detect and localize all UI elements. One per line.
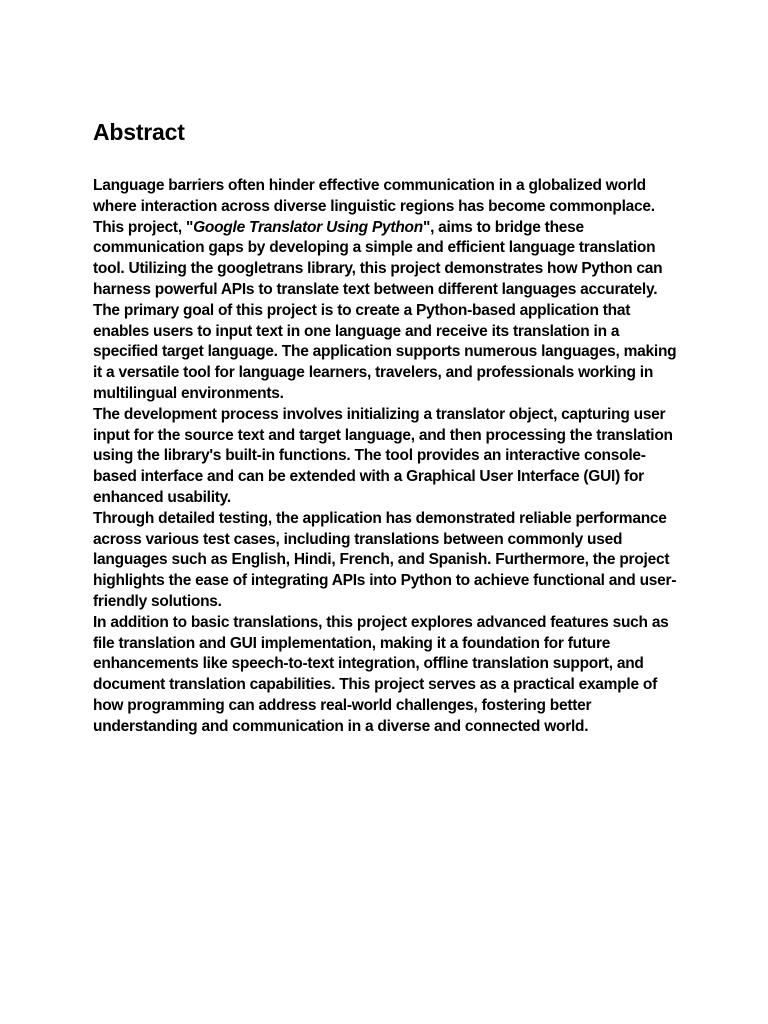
project-title: Google Translator Using Python bbox=[193, 218, 423, 236]
paragraph-4: Through detailed testing, the application has demonstrated reliable performance across various test cases, including translations between commonly used languages such as English, Hindi, French, and Spanish. Furthermore, the project highlights the ease of integrating APIs into Python to achieve functional and user-friendly solutions. bbox=[93, 509, 677, 610]
paragraph-2: The primary goal of this project is to create a Python-based application that enables users to input text in one language and receive its translation in a specified target language. The application supports numerous languages, making it a versatile tool for language learners, travelers, and professionals working in multilingual environments. bbox=[93, 301, 677, 402]
page-title: Abstract bbox=[93, 119, 185, 145]
document-content bbox=[93, 116, 683, 738]
paragraph-1 bbox=[93, 176, 683, 301]
paragraph-5: In addition to basic translations, this project explores advanced features such as file translation and GUI implementation, making it a foundation for future enhancements like speech-to-text integration, offline translation support, and document translation capabilities. This project serves as a practical example of how programming can address real-world challenges, fostering better understanding and communication in a diverse and connected world. bbox=[93, 613, 669, 735]
abstract-body bbox=[93, 176, 683, 738]
paragraph-3: The development process involves initializing a translator object, capturing user input for the source text and target language, and then processing the translation using the library's built-in functions. The tool provides an interactive console-based interface and can be extended with a Graphical User Interface (GUI) for enhanced usability. bbox=[93, 405, 673, 506]
paragraph-1-rest: ", aims to bridge these communication gaps by developing a simple and efficient language translation tool. Utilizing the googletrans library, this project demonstrates how Python can harness powerful APIs to translate text between different languages accurately. bbox=[93, 218, 663, 298]
paragraph-1-intro: Language barriers often hinder effective communication in a globalized world where interaction across diverse linguistic regions has become commonplace. This project, " bbox=[93, 177, 655, 236]
